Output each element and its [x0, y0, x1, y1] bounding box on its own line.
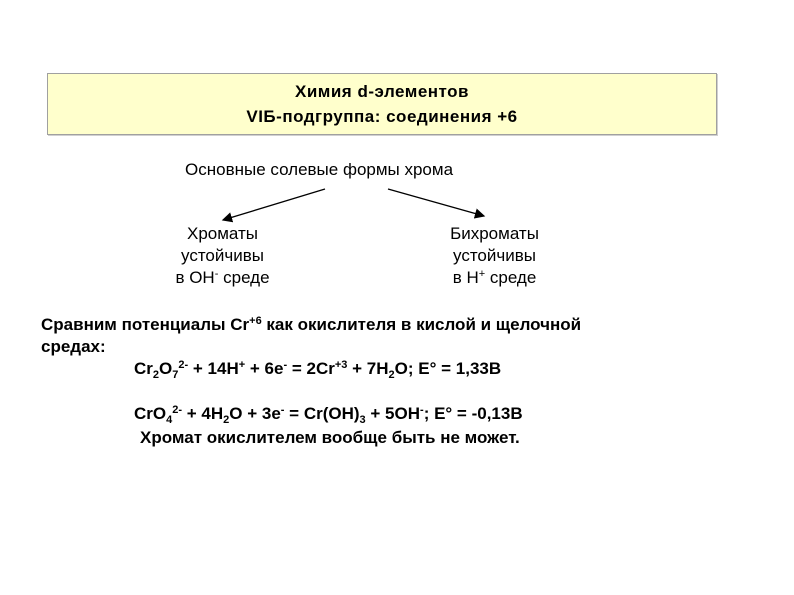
chromates-environment: в ОН- среде [175, 268, 270, 287]
chromates-block [150, 224, 295, 288]
equation-alkaline: $CrO_4^{2-} + 4H_2O + 3e^- = Cr(OH)_3 + 5OH^-$; E° = -0,13В [134, 404, 523, 426]
comparison-line-1: Сравним потенциалы $Cr^{+6}$ как окислителя в кислой и щелочной [41, 315, 582, 334]
chromates-stability: устойчивы [181, 246, 264, 265]
arrow-to-dichromates [388, 189, 484, 216]
equation-acidic: $Cr_2O_7^{2-} + 14H^+ + 6e^- = 2Cr^{+3} + 7H_2O$; E° = 1,33В [134, 359, 502, 381]
dichromates-stability: устойчивы [453, 246, 536, 265]
dichromates-name: Бихроматы [450, 224, 539, 243]
chromates-name: Хроматы [186, 224, 259, 243]
conclusion: Хромат окислителем вообще быть не может. [140, 428, 520, 447]
arrow-to-chromates [223, 189, 325, 220]
title-line-1: Химия d-элементов [294, 82, 469, 101]
dichromates-environment: в Н+ среде [452, 268, 537, 287]
comparison-line-2: средах: [41, 337, 106, 356]
title-line-2: VIБ-подгруппа: соединения +6 [246, 107, 518, 126]
main-heading: Основные солевые формы хрома [185, 160, 454, 179]
dichromates-block [422, 224, 567, 288]
